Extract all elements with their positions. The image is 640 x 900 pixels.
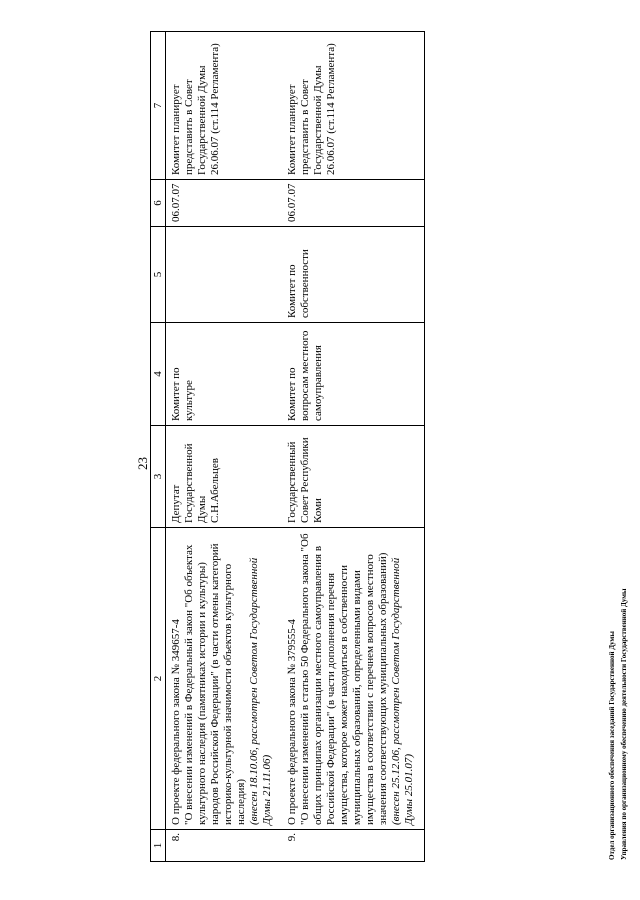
column-header-row xyxy=(151,32,166,862)
column-header: 3 xyxy=(151,426,166,528)
bill-author: Депутат Государственной Думы С.Н.Абельцев xyxy=(166,426,283,528)
co-committee xyxy=(166,227,283,323)
column-header: 4 xyxy=(151,323,166,426)
bills-table xyxy=(150,31,425,862)
column-header: 5 xyxy=(151,227,166,323)
remark-cell: Комитет планирует представить в Совет Государственной Думы 26.06.07 (ст.114 Регламента) xyxy=(282,32,425,180)
bill-body: "О внесении изменений в статью 50 Федерального закона "Об общих принципах организации местного самоуправления в Российской Федерации" (в части дополнения перечня имущества, которое может находиться в собственности муниципальных образований, определенными видами имущества в соответствии с перечнем вопросов местного значения соответствующих муниципальных образований) xyxy=(299,533,389,825)
column-header: 6 xyxy=(151,180,166,227)
bill-body: "О внесении изменений в Федеральный закон "Об объектах культурного наследия (памятниках истории и культуры) народов Российской Федерации" (в части отмены категорий историко-культурной значимости объектов культурного наследия) xyxy=(183,543,247,825)
date-cell: 06.07.07 xyxy=(282,180,425,227)
bill-note: (внесен 25.12.06, рассмотрен Советом Государственной Думы 25.01.07) xyxy=(390,557,415,825)
remark-cell: Комитет планирует представить в Совет Государственной Думы 26.06.07 (ст.114 Регламента) xyxy=(166,32,283,180)
row-number: 8. xyxy=(166,830,283,862)
table-row xyxy=(282,32,425,862)
row-number: 9. xyxy=(282,830,425,862)
responsible-committee: Комитет по культуре xyxy=(166,323,283,426)
co-committee: Комитет по собственности xyxy=(282,227,425,323)
column-header: 1 xyxy=(151,830,166,862)
bill-description xyxy=(166,528,283,830)
footer-line-2: Управления по организационному обеспечению деятельности Государственной Думы xyxy=(620,588,628,860)
column-header: 2 xyxy=(151,528,166,830)
table-row xyxy=(166,32,283,862)
column-header: 7 xyxy=(151,32,166,180)
page-number: 23 xyxy=(135,457,150,470)
date-cell: 06.07.07 xyxy=(166,180,283,227)
bill-note: (внесен 18.10.06, рассмотрен Советом Государственной Думы 21.11.06) xyxy=(248,557,273,825)
responsible-committee: Комитет по вопросам местного самоуправления xyxy=(282,323,425,426)
bill-title: О проекте федерального закона № 349657-4 xyxy=(170,619,182,825)
bill-title: О проекте федерального закона № 379555-4 xyxy=(286,619,298,825)
bill-author: Государственный Совет Республики Коми xyxy=(282,426,425,528)
bill-description xyxy=(282,528,425,830)
footer-line-1: Отдел организационного обеспечения заседаний Государственной Думы xyxy=(608,631,616,860)
